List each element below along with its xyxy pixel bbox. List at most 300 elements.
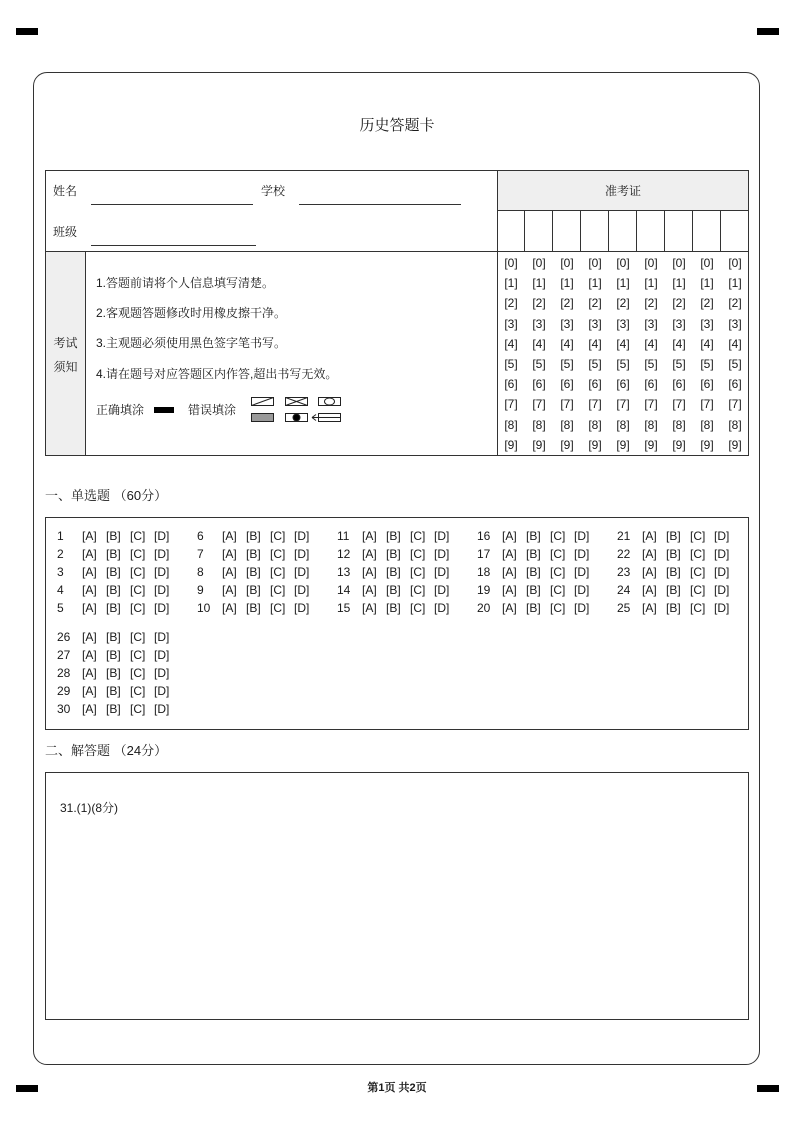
question-21-option-c[interactable]: [C] — [690, 529, 706, 543]
question-3-option-d[interactable]: [D] — [154, 565, 170, 579]
question-20-option-a[interactable]: [A] — [502, 601, 517, 615]
question-23-option-c[interactable]: [C] — [690, 565, 706, 579]
question-7 — [197, 546, 317, 562]
question-3 — [57, 564, 177, 580]
question-25-option-a[interactable]: [A] — [642, 601, 657, 615]
admission-bubble-col8-digit7[interactable]: [7] — [700, 397, 714, 412]
question-number: 18 — [477, 565, 491, 579]
admission-bubble-col5-digit5[interactable]: [5] — [616, 357, 630, 371]
notice-item-2: 2.客观题答题修改时用橡皮擦干净。 — [96, 306, 287, 320]
question-29-option-b[interactable]: [B] — [106, 684, 121, 698]
admission-bubble-col5-digit9[interactable]: [9] — [616, 437, 630, 452]
admission-bubble-col3-digit6[interactable]: [6] — [560, 377, 574, 392]
admission-bubble-col3-digit8[interactable]: [8] — [560, 417, 574, 432]
question-number: 17 — [477, 547, 491, 561]
admission-bubble-col4-digit9[interactable]: [9] — [588, 437, 602, 452]
admission-bubble-col1-digit4[interactable]: [4] — [504, 336, 518, 351]
question-6-option-c[interactable]: [C] — [270, 529, 286, 543]
question-8-option-a[interactable]: [A] — [222, 565, 237, 579]
question-15 — [337, 600, 457, 616]
admission-bubble-col2-digit6[interactable]: [6] — [532, 377, 546, 392]
question-23-option-a[interactable]: [A] — [642, 565, 657, 579]
admission-bubble-col2-digit8[interactable]: [8] — [532, 417, 546, 432]
question-29-option-c[interactable]: [C] — [130, 684, 146, 698]
question-number: 9 — [197, 583, 204, 597]
admission-bubble-col9-digit5[interactable]: [5] — [728, 357, 742, 371]
question-number: 15 — [337, 601, 351, 615]
question-25-option-b[interactable]: [B] — [666, 601, 681, 615]
question-18-option-b[interactable]: [B] — [526, 565, 541, 579]
question-26-option-c[interactable]: [C] — [130, 630, 146, 644]
question-27 — [57, 647, 177, 663]
admission-bubble-col1-digit7[interactable]: [7] — [504, 397, 518, 412]
admission-bubble-col2-digit4[interactable]: [4] — [532, 336, 546, 351]
admission-bubble-col5-digit4[interactable]: [4] — [616, 336, 630, 351]
admission-digit-box-5[interactable] — [609, 210, 637, 252]
admission-bubble-col1-digit6[interactable]: [6] — [504, 377, 518, 392]
question-25-option-c[interactable]: [C] — [690, 601, 706, 615]
question-27-option-c[interactable]: [C] — [130, 648, 146, 662]
question-19-option-d[interactable]: [D] — [574, 583, 590, 597]
admission-bubble-col5-digit3[interactable]: [3] — [616, 316, 630, 331]
admission-digit-box-1[interactable] — [497, 210, 525, 252]
admission-bubble-col4-digit2[interactable]: [2] — [588, 296, 602, 311]
question-number: 23 — [617, 565, 631, 579]
notice-column-divider — [85, 252, 86, 455]
admission-bubble-col8-digit1[interactable]: [1] — [700, 276, 714, 291]
question-18 — [477, 564, 597, 580]
question-30-option-d[interactable]: [D] — [154, 702, 170, 716]
admission-bubble-col9-digit2[interactable]: [2] — [728, 296, 742, 311]
admission-bubble-col6-digit0[interactable]: [0] — [644, 256, 658, 270]
question-26 — [57, 629, 177, 645]
admission-bubble-col9-digit0[interactable]: [0] — [728, 256, 742, 270]
admission-digit-box-9[interactable] — [721, 210, 749, 252]
admission-bubble-col4-digit3[interactable]: [3] — [588, 316, 602, 331]
question-28 — [57, 665, 177, 681]
admission-bubble-col3-digit4[interactable]: [4] — [560, 336, 574, 351]
question-20-option-d[interactable]: [D] — [574, 601, 590, 615]
admission-bubble-col2-digit7[interactable]: [7] — [532, 397, 546, 412]
admission-bubble-col2-digit3[interactable]: [3] — [532, 316, 546, 331]
question-28-option-b[interactable]: [B] — [106, 666, 121, 680]
admission-bubble-col8-digit8[interactable]: [8] — [700, 417, 714, 432]
question-13 — [337, 564, 457, 580]
admission-bubble-col3-digit0[interactable]: [0] — [560, 256, 574, 270]
question-23-option-d[interactable]: [D] — [714, 565, 730, 579]
question-24-option-a[interactable]: [A] — [642, 583, 657, 597]
school-label: 学校 — [261, 184, 286, 198]
question-16-option-a[interactable]: [A] — [502, 529, 517, 543]
question-5-option-b[interactable]: [B] — [106, 601, 121, 615]
question-5 — [57, 600, 177, 616]
question-number: 4 — [57, 583, 64, 597]
question-12-option-b[interactable]: [B] — [386, 547, 401, 561]
question-9-option-b[interactable]: [B] — [246, 583, 261, 597]
question-21-option-b[interactable]: [B] — [666, 529, 681, 543]
question-18-option-c[interactable]: [C] — [550, 565, 566, 579]
question-number: 13 — [337, 565, 351, 579]
question-10 — [197, 600, 317, 616]
question-9-option-d[interactable]: [D] — [294, 583, 310, 597]
admission-bubble-col6-digit4[interactable]: [4] — [644, 336, 658, 351]
question-number: 21 — [617, 529, 631, 543]
admission-bubble-col9-digit4[interactable]: [4] — [728, 336, 742, 351]
correct-fill-example-icon — [154, 407, 174, 413]
question-number: 8 — [197, 565, 204, 579]
admission-digit-box-6[interactable] — [637, 210, 665, 252]
question-7-option-c[interactable]: [C] — [270, 547, 286, 561]
question-25-option-d[interactable]: [D] — [714, 601, 730, 615]
notice-item-3: 3.主观题必须使用黑色签字笔书写。 — [96, 336, 287, 350]
question-22-option-a[interactable]: [A] — [642, 547, 657, 561]
single-choice-heading: 一、单选题 （60分） — [45, 488, 168, 503]
question-number: 11 — [337, 529, 350, 543]
question-10-option-d[interactable]: [D] — [294, 601, 310, 615]
wrong-fill-label: 错误填涂 — [188, 403, 237, 417]
question-24-option-d[interactable]: [D] — [714, 583, 730, 597]
question-6-option-b[interactable]: [B] — [246, 529, 261, 543]
admission-bubble-col7-digit2[interactable]: [2] — [672, 296, 686, 311]
question-1-option-d[interactable]: [D] — [154, 529, 170, 543]
admission-bubble-col6-digit9[interactable]: [9] — [644, 437, 658, 452]
question-5-option-d[interactable]: [D] — [154, 601, 170, 615]
question-9-option-c[interactable]: [C] — [270, 583, 286, 597]
question-7-option-a[interactable]: [A] — [222, 547, 237, 561]
question-2 — [57, 546, 177, 562]
admission-bubble-col3-digit7[interactable]: [7] — [560, 397, 574, 412]
admission-bubble-col3-digit1[interactable]: [1] — [560, 276, 574, 291]
admission-bubble-col9-digit7[interactable]: [7] — [728, 397, 742, 412]
question-7-option-d[interactable]: [D] — [294, 547, 310, 561]
admission-bubble-col8-digit3[interactable]: [3] — [700, 316, 714, 331]
admission-bubble-col2-digit5[interactable]: [5] — [532, 357, 546, 371]
question-14 — [337, 582, 457, 598]
admission-bubble-col6-digit1[interactable]: [1] — [644, 276, 658, 291]
question-17-option-d[interactable]: [D] — [574, 547, 590, 561]
question-19-option-c[interactable]: [C] — [550, 583, 566, 597]
question-2-option-a[interactable]: [A] — [82, 547, 97, 561]
question-12-option-a[interactable]: [A] — [362, 547, 377, 561]
admission-bubble-col5-digit0[interactable]: [0] — [616, 256, 630, 270]
wrong-fill-examples-icon — [250, 396, 344, 424]
question-16-option-b[interactable]: [B] — [526, 529, 541, 543]
question-7-option-b[interactable]: [B] — [246, 547, 261, 561]
question-17-option-a[interactable]: [A] — [502, 547, 517, 561]
admission-bubble-col9-digit9[interactable]: [9] — [728, 437, 742, 452]
question-25 — [617, 600, 737, 616]
admission-bubble-col6-digit8[interactable]: [8] — [644, 417, 658, 432]
question-13-option-c[interactable]: [C] — [410, 565, 426, 579]
question-number: 2 — [57, 547, 64, 561]
question-11-option-c[interactable]: [C] — [410, 529, 426, 543]
admission-bubble-col8-digit4[interactable]: [4] — [700, 336, 714, 351]
question-14-option-b[interactable]: [B] — [386, 583, 401, 597]
question-29-option-a[interactable]: [A] — [82, 684, 97, 698]
question-12-option-d[interactable]: [D] — [434, 547, 450, 561]
sheet-title: 历史答题卡 — [359, 117, 435, 134]
question-4-option-b[interactable]: [B] — [106, 583, 121, 597]
admission-digit-box-7[interactable] — [665, 210, 693, 252]
question-16-option-d[interactable]: [D] — [574, 529, 590, 543]
question-21-option-d[interactable]: [D] — [714, 529, 730, 543]
question-30-option-a[interactable]: [A] — [82, 702, 97, 716]
admission-bubble-col6-digit6[interactable]: [6] — [644, 377, 658, 392]
question-19 — [477, 582, 597, 598]
question-number: 20 — [477, 601, 491, 615]
question-22 — [617, 546, 737, 562]
question-16 — [477, 528, 597, 544]
question-4 — [57, 582, 177, 598]
admission-bubble-col6-digit2[interactable]: [2] — [644, 296, 658, 311]
question-1-option-a[interactable]: [A] — [82, 529, 97, 543]
class-label: 班级 — [53, 225, 78, 239]
question-22-option-c[interactable]: [C] — [690, 547, 706, 561]
question-number: 29 — [57, 684, 71, 698]
admission-bubble-col4-digit8[interactable]: [8] — [588, 417, 602, 432]
question-6 — [197, 528, 317, 544]
question-18-option-a[interactable]: [A] — [502, 565, 517, 579]
admission-bubble-col8-digit0[interactable]: [0] — [700, 256, 714, 270]
admission-bubble-col7-digit8[interactable]: [8] — [672, 417, 686, 432]
question-28-option-a[interactable]: [A] — [82, 666, 97, 680]
question-22-option-b[interactable]: [B] — [666, 547, 681, 561]
admission-bubble-col2-digit0[interactable]: [0] — [532, 256, 546, 270]
question-15-option-c[interactable]: [C] — [410, 601, 426, 615]
admission-bubble-col5-digit8[interactable]: [8] — [616, 417, 630, 432]
question-9 — [197, 582, 317, 598]
question-19-option-a[interactable]: [A] — [502, 583, 517, 597]
corner-marker-top-right — [757, 28, 779, 35]
question-21-option-a[interactable]: [A] — [642, 529, 657, 543]
question-2-option-b[interactable]: [B] — [106, 547, 121, 561]
admission-bubble-col3-digit5[interactable]: [5] — [560, 357, 574, 371]
notice-label-column — [46, 252, 85, 455]
name-field[interactable] — [91, 190, 253, 205]
admission-bubble-col8-digit5[interactable]: [5] — [700, 357, 714, 371]
question-17-option-c[interactable]: [C] — [550, 547, 566, 561]
school-field[interactable] — [299, 190, 461, 205]
question-27-option-b[interactable]: [B] — [106, 648, 121, 662]
question-20-option-c[interactable]: [C] — [550, 601, 566, 615]
question-30-option-b[interactable]: [B] — [106, 702, 121, 716]
question-23 — [617, 564, 737, 580]
free-response-heading: 二、解答题 （24分） — [45, 743, 168, 758]
question-number: 16 — [477, 529, 491, 543]
question-number: 25 — [617, 601, 631, 615]
question-8 — [197, 564, 317, 580]
question-3-option-b[interactable]: [B] — [106, 565, 121, 579]
notice-item-4: 4.请在题号对应答题区内作答,超出书写无效。 — [96, 367, 338, 381]
admission-bubble-col5-digit7[interactable]: [7] — [616, 397, 630, 412]
question-4-option-d[interactable]: [D] — [154, 583, 170, 597]
admission-bubble-col4-digit4[interactable]: [4] — [588, 336, 602, 351]
admission-bubble-col7-digit9[interactable]: [9] — [672, 437, 686, 452]
question-24-option-b[interactable]: [B] — [666, 583, 681, 597]
admission-digit-box-2[interactable] — [525, 210, 553, 252]
question-12-option-c[interactable]: [C] — [410, 547, 426, 561]
question-18-option-d[interactable]: [D] — [574, 565, 590, 579]
admission-bubble-col9-digit3[interactable]: [3] — [728, 316, 742, 331]
question-30 — [57, 701, 177, 717]
question-11-option-b[interactable]: [B] — [386, 529, 401, 543]
question-15-option-b[interactable]: [B] — [386, 601, 401, 615]
question-10-option-b[interactable]: [B] — [246, 601, 261, 615]
admission-bubble-col7-digit0[interactable]: [0] — [672, 256, 686, 270]
admission-bubble-col4-digit1[interactable]: [1] — [588, 276, 602, 291]
admission-bubble-col6-digit7[interactable]: [7] — [644, 397, 658, 412]
question-29-option-d[interactable]: [D] — [154, 684, 170, 698]
question-14-option-a[interactable]: [A] — [362, 583, 377, 597]
admission-bubble-col9-digit1[interactable]: [1] — [728, 276, 742, 291]
question-27-option-d[interactable]: [D] — [154, 648, 170, 662]
question-20-option-b[interactable]: [B] — [526, 601, 541, 615]
question-22-option-d[interactable]: [D] — [714, 547, 730, 561]
question-11 — [337, 528, 457, 544]
question-29 — [57, 683, 177, 699]
admission-bubble-col1-digit0[interactable]: [0] — [504, 256, 518, 270]
question-number: 1 — [57, 529, 64, 543]
question-19-option-b[interactable]: [B] — [526, 583, 541, 597]
question-24 — [617, 582, 737, 598]
admission-bubble-col9-digit6[interactable]: [6] — [728, 377, 742, 392]
question-8-option-b[interactable]: [B] — [246, 565, 261, 579]
question-8-option-c[interactable]: [C] — [270, 565, 286, 579]
admission-bubble-col5-digit6[interactable]: [6] — [616, 377, 630, 392]
question-4-option-c[interactable]: [C] — [130, 583, 146, 597]
question-24-option-c[interactable]: [C] — [690, 583, 706, 597]
wrong-fill-circle-icon — [319, 398, 341, 406]
free-response-answer-area[interactable] — [45, 772, 749, 1020]
admission-label: 准考证 — [604, 184, 641, 198]
question-20 — [477, 600, 597, 616]
question-6-option-d[interactable]: [D] — [294, 529, 310, 543]
question-15-option-d[interactable]: [D] — [434, 601, 450, 615]
question-number: 28 — [57, 666, 71, 680]
admission-bubble-col7-digit5[interactable]: [5] — [672, 357, 686, 371]
question-number: 22 — [617, 547, 631, 561]
question-13-option-d[interactable]: [D] — [434, 565, 450, 579]
question-13-option-a[interactable]: [A] — [362, 565, 377, 579]
question-26-option-a[interactable]: [A] — [82, 630, 97, 644]
admission-bubble-col4-digit7[interactable]: [7] — [588, 397, 602, 412]
admission-bubble-col1-digit3[interactable]: [3] — [504, 316, 518, 331]
admission-bubble-col6-digit5[interactable]: [5] — [644, 357, 658, 371]
admission-bubble-col5-digit1[interactable]: [1] — [616, 276, 630, 291]
question-11-option-d[interactable]: [D] — [434, 529, 450, 543]
question-27-option-a[interactable]: [A] — [82, 648, 97, 662]
question-1-option-c[interactable]: [C] — [130, 529, 146, 543]
admission-bubble-col7-digit1[interactable]: [1] — [672, 276, 686, 291]
admission-bubble-col6-digit3[interactable]: [3] — [644, 316, 658, 331]
admission-bubble-col8-digit6[interactable]: [6] — [700, 377, 714, 392]
question-31-label: 31.(1)(8分) — [60, 801, 119, 815]
admission-bubble-col2-digit2[interactable]: [2] — [532, 296, 546, 311]
question-number: 7 — [197, 547, 204, 561]
question-23-option-b[interactable]: [B] — [666, 565, 681, 579]
question-3-option-a[interactable]: [A] — [82, 565, 97, 579]
admission-bubble-col7-digit4[interactable]: [4] — [672, 336, 686, 351]
admission-bubble-col1-digit8[interactable]: [8] — [504, 417, 518, 432]
question-number: 27 — [57, 648, 71, 662]
question-12 — [337, 546, 457, 562]
admission-bubble-col8-digit9[interactable]: [9] — [700, 437, 714, 452]
question-16-option-c[interactable]: [C] — [550, 529, 566, 543]
question-10-option-c[interactable]: [C] — [270, 601, 286, 615]
question-15-option-a[interactable]: [A] — [362, 601, 377, 615]
question-28-option-d[interactable]: [D] — [154, 666, 170, 680]
question-5-option-c[interactable]: [C] — [130, 601, 146, 615]
question-11-option-a[interactable]: [A] — [362, 529, 377, 543]
admission-bubble-col1-digit5[interactable]: [5] — [504, 357, 518, 371]
question-6-option-a[interactable]: [A] — [222, 529, 237, 543]
admission-bubble-col9-digit8[interactable]: [8] — [728, 417, 742, 432]
question-number: 6 — [197, 529, 204, 543]
admission-bubble-col4-digit5[interactable]: [5] — [588, 357, 602, 371]
question-9-option-a[interactable]: [A] — [222, 583, 237, 597]
question-3-option-c[interactable]: [C] — [130, 565, 146, 579]
corner-marker-top-left — [16, 28, 38, 35]
question-number: 24 — [617, 583, 631, 597]
admission-bubble-col7-digit7[interactable]: [7] — [672, 397, 686, 412]
admission-bubble-col4-digit6[interactable]: [6] — [588, 377, 602, 392]
correct-fill-label: 正确填涂 — [96, 403, 145, 417]
name-label: 姓名 — [53, 184, 78, 198]
admission-bubble-col3-digit9[interactable]: [9] — [560, 437, 574, 452]
admission-bubble-col3-digit2[interactable]: [2] — [560, 296, 574, 311]
question-1-option-b[interactable]: [B] — [106, 529, 121, 543]
question-14-option-d[interactable]: [D] — [434, 583, 450, 597]
admission-bubble-col3-digit3[interactable]: [3] — [560, 316, 574, 331]
question-17-option-b[interactable]: [B] — [526, 547, 541, 561]
notice-label-top: 考试 — [53, 336, 78, 350]
admission-bubble-col2-digit9[interactable]: [9] — [532, 437, 546, 452]
question-5-option-a[interactable]: [A] — [82, 601, 97, 615]
admission-digit-box-8[interactable] — [693, 210, 721, 252]
admission-bubble-col7-digit3[interactable]: [3] — [672, 316, 686, 331]
question-17 — [477, 546, 597, 562]
question-14-option-c[interactable]: [C] — [410, 583, 426, 597]
admission-bubble-col7-digit6[interactable]: [6] — [672, 377, 686, 392]
question-1 — [57, 528, 177, 544]
admission-bubble-col4-digit0[interactable]: [0] — [588, 256, 602, 270]
admission-bubble-col1-digit2[interactable]: [2] — [504, 296, 518, 311]
question-number: 10 — [197, 601, 211, 615]
class-field[interactable] — [91, 231, 256, 246]
admission-bubble-col5-digit2[interactable]: [2] — [616, 296, 630, 311]
question-number: 12 — [337, 547, 351, 561]
notice-item-1: 1.答题前请将个人信息填写清楚。 — [96, 276, 275, 290]
admission-bubble-col2-digit1[interactable]: [1] — [532, 276, 546, 291]
question-26-option-d[interactable]: [D] — [154, 630, 170, 644]
admission-digit-box-4[interactable] — [581, 210, 609, 252]
question-13-option-b[interactable]: [B] — [386, 565, 401, 579]
page-footer: 第1页 共2页 — [367, 1082, 427, 1094]
admission-bubble-col1-digit9[interactable]: [9] — [504, 437, 518, 452]
question-number: 5 — [57, 601, 64, 615]
question-4-option-a[interactable]: [A] — [82, 583, 97, 597]
question-8-option-d[interactable]: [D] — [294, 565, 310, 579]
question-30-option-c[interactable]: [C] — [130, 702, 146, 716]
question-2-option-d[interactable]: [D] — [154, 547, 170, 561]
admission-bubble-col1-digit1[interactable]: [1] — [504, 276, 518, 291]
admission-digit-box-3[interactable] — [553, 210, 581, 252]
admission-bubble-col8-digit2[interactable]: [2] — [700, 296, 714, 311]
question-28-option-c[interactable]: [C] — [130, 666, 146, 680]
question-26-option-b[interactable]: [B] — [106, 630, 121, 644]
question-2-option-c[interactable]: [C] — [130, 547, 146, 561]
question-10-option-a[interactable]: [A] — [222, 601, 237, 615]
